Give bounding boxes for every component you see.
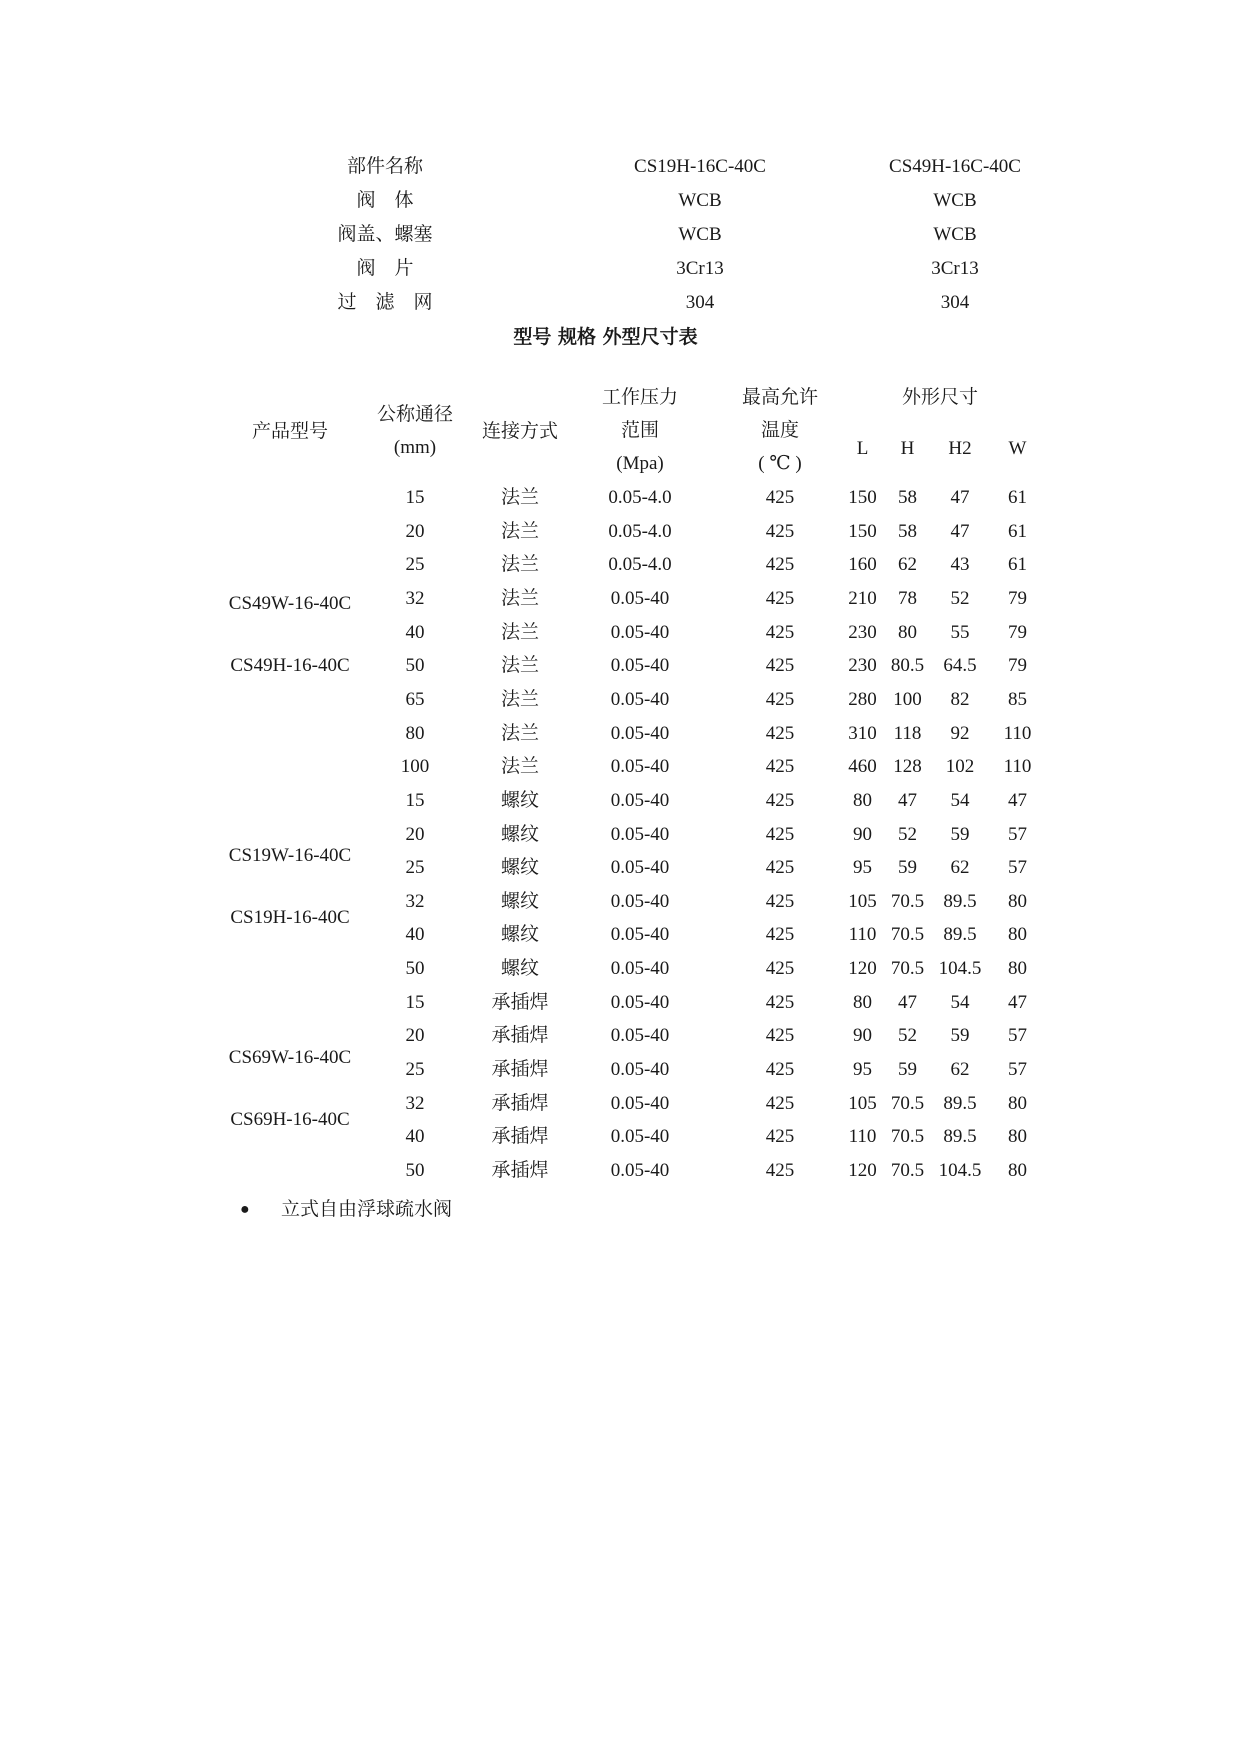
cell-connection: 螺纹 xyxy=(500,823,539,845)
cell-dim-h: 59 xyxy=(898,857,917,879)
group-model-name: CS19H-16-40C xyxy=(230,907,350,928)
cell-dn: 20 xyxy=(405,823,425,845)
cell-dim-h: 100 xyxy=(893,688,922,710)
materials-part-name: 阀盖、螺塞 xyxy=(337,224,433,245)
cell-dim-h: 128 xyxy=(893,756,922,778)
cell-dim-l: 90 xyxy=(853,1025,872,1047)
cell-connection: 承插焊 xyxy=(491,991,549,1013)
materials-row xyxy=(0,288,1241,318)
cell-dim-h2: 59 xyxy=(950,823,970,845)
cell-connection: 法兰 xyxy=(500,655,539,677)
materials-row xyxy=(0,220,1241,250)
cell-pressure: 0.05-40 xyxy=(610,722,670,744)
spec-table-title-text: 型号 规格 外型尺寸表 xyxy=(513,326,698,348)
cell-temperature: 425 xyxy=(765,823,795,845)
materials-value: 304 xyxy=(940,292,970,313)
cell-temperature: 425 xyxy=(765,722,795,744)
cell-dn: 50 xyxy=(405,655,425,677)
cell-pressure: 0.05-40 xyxy=(610,991,670,1013)
header-pressure-line-2: 范围 xyxy=(620,420,659,441)
cell-dim-h2: 104.5 xyxy=(938,1160,982,1181)
cell-connection: 法兰 xyxy=(500,722,539,744)
table-row xyxy=(0,885,1241,919)
cell-pressure: 0.05-40 xyxy=(610,958,670,980)
table-row xyxy=(0,683,1241,717)
cell-connection: 承插焊 xyxy=(491,1160,549,1181)
cell-pressure: 0.05-40 xyxy=(610,857,670,879)
table-row xyxy=(0,1053,1241,1087)
cell-dim-h: 70.5 xyxy=(890,1160,925,1181)
materials-part-name: 阀 片 xyxy=(356,258,414,279)
header-pressure-line-1: 工作压力 xyxy=(601,387,678,408)
table-row xyxy=(0,1087,1241,1121)
header-dim-h2 xyxy=(930,432,990,465)
cell-dim-w: 57 xyxy=(1008,1025,1027,1047)
cell-pressure: 0.05-40 xyxy=(610,789,670,811)
cell-temperature: 425 xyxy=(765,789,795,811)
cell-dn: 25 xyxy=(405,857,425,879)
cell-connection: 承插焊 xyxy=(491,1025,549,1047)
cell-dim-h2: 47 xyxy=(950,520,970,542)
materials-part-name: 阀 体 xyxy=(356,190,414,211)
materials-value: 3Cr13 xyxy=(931,258,979,279)
header-dimensions xyxy=(840,381,1040,414)
cell-dim-l: 120 xyxy=(848,958,877,980)
cell-temperature: 425 xyxy=(765,1160,795,1181)
cell-pressure: 0.05-40 xyxy=(610,688,670,710)
cell-pressure: 0.05-40 xyxy=(610,1126,670,1148)
cell-pressure: 0.05-40 xyxy=(610,1025,670,1047)
cell-dim-l: 90 xyxy=(853,823,872,845)
cell-dn: 20 xyxy=(405,1025,425,1047)
header-dim-l-text: L xyxy=(856,438,869,459)
cell-connection: 承插焊 xyxy=(491,1126,549,1148)
cell-dim-h2: 102 xyxy=(945,756,975,778)
cell-dim-h: 47 xyxy=(898,789,917,811)
materials-value: WCB xyxy=(933,190,977,211)
header-pressure-line-3: (Mpa) xyxy=(616,453,664,474)
table-row xyxy=(0,649,1241,683)
cell-pressure: 0.05-40 xyxy=(610,621,670,643)
header-dn-line-1: 公称通径 xyxy=(376,404,453,425)
cell-dim-h: 62 xyxy=(898,554,917,576)
materials-header-model-b: CS49H-16C-40C xyxy=(889,156,1021,177)
cell-dn: 100 xyxy=(400,756,430,778)
cell-dn: 50 xyxy=(405,1160,425,1181)
table-row xyxy=(0,548,1241,582)
cell-dim-l: 150 xyxy=(848,487,877,508)
cell-dim-w: 47 xyxy=(1008,789,1027,811)
cell-pressure: 0.05-4.0 xyxy=(608,487,672,508)
materials-row xyxy=(0,254,1241,284)
cell-dim-l: 230 xyxy=(848,655,877,677)
header-pressure xyxy=(585,381,695,480)
cell-dim-h: 58 xyxy=(898,487,917,508)
cell-dim-w: 80 xyxy=(1008,1126,1027,1148)
cell-dim-h: 59 xyxy=(898,1059,917,1081)
cell-dim-h2: 62 xyxy=(950,857,970,879)
cell-pressure: 0.05-40 xyxy=(610,924,670,946)
cell-dn: 15 xyxy=(405,789,425,811)
cell-dim-h2: 62 xyxy=(950,1059,970,1081)
cell-dim-h2: 47 xyxy=(950,487,970,508)
cell-pressure: 0.05-4.0 xyxy=(608,520,672,542)
cell-pressure: 0.05-40 xyxy=(610,587,670,609)
cell-dim-w: 80 xyxy=(1008,1160,1027,1181)
cell-pressure: 0.05-40 xyxy=(610,756,670,778)
cell-dim-l: 105 xyxy=(848,1092,877,1114)
cell-dim-w: 57 xyxy=(1008,1059,1027,1081)
cell-temperature: 425 xyxy=(765,924,795,946)
cell-dim-h: 70.5 xyxy=(890,890,925,912)
cell-temperature: 425 xyxy=(765,655,795,677)
cell-dim-h: 70.5 xyxy=(890,1126,925,1148)
cell-connection: 法兰 xyxy=(500,621,539,643)
bullet-text: 立式自由浮球疏水阀 xyxy=(281,1199,453,1220)
cell-dn: 25 xyxy=(405,554,425,576)
group-model-name: CS49H-16-40C xyxy=(230,655,350,676)
cell-pressure: 0.05-40 xyxy=(610,1092,670,1114)
cell-connection: 法兰 xyxy=(500,688,539,710)
table-row xyxy=(0,481,1241,515)
cell-dn: 25 xyxy=(405,1059,425,1081)
cell-dim-l: 460 xyxy=(848,756,877,778)
cell-dn: 15 xyxy=(405,487,425,508)
table-row xyxy=(0,1120,1241,1154)
table-row xyxy=(0,986,1241,1020)
group-model-name: CS69H-16-40C xyxy=(230,1109,350,1130)
header-connection-text: 连接方式 xyxy=(481,421,558,442)
cell-dim-h2: 89.5 xyxy=(943,890,977,912)
header-model xyxy=(200,415,380,448)
cell-pressure: 0.05-40 xyxy=(610,890,670,912)
header-temperature-line-3: ( ℃ ) xyxy=(758,453,802,474)
cell-temperature: 425 xyxy=(765,1025,795,1047)
cell-temperature: 425 xyxy=(765,991,795,1013)
header-temperature xyxy=(725,381,835,480)
cell-dim-h: 47 xyxy=(898,991,917,1013)
header-dim-w-text: W xyxy=(1008,438,1027,459)
cell-dim-w: 57 xyxy=(1008,857,1027,879)
cell-dim-h2: 104.5 xyxy=(938,958,982,980)
cell-dim-l: 160 xyxy=(848,554,877,576)
cell-temperature: 425 xyxy=(765,756,795,778)
header-temperature-line-1: 最高允许 xyxy=(741,387,818,408)
cell-dim-h: 58 xyxy=(898,520,917,542)
cell-dim-h2: 55 xyxy=(950,621,970,643)
cell-dim-h: 80.5 xyxy=(890,655,925,677)
cell-dn: 32 xyxy=(405,587,425,609)
cell-connection: 承插焊 xyxy=(491,1092,549,1114)
group-model-name: CS69W-16-40C xyxy=(228,1047,352,1068)
cell-connection: 法兰 xyxy=(500,487,539,508)
cell-dim-w: 80 xyxy=(1008,890,1027,912)
materials-row xyxy=(0,186,1241,216)
cell-dim-h2: 89.5 xyxy=(943,1092,977,1114)
cell-dim-h2: 92 xyxy=(950,722,970,744)
cell-dim-h2: 89.5 xyxy=(943,924,977,946)
spec-table-title xyxy=(0,322,1241,352)
cell-dim-l: 210 xyxy=(848,587,877,609)
cell-dim-w: 80 xyxy=(1008,924,1027,946)
cell-temperature: 425 xyxy=(765,487,795,508)
cell-dim-h: 70.5 xyxy=(890,1092,925,1114)
cell-dim-h: 52 xyxy=(898,823,917,845)
cell-temperature: 425 xyxy=(765,857,795,879)
header-dim-w xyxy=(995,432,1040,465)
cell-dim-h2: 43 xyxy=(950,554,970,576)
table-row xyxy=(0,1019,1241,1053)
table-row xyxy=(0,952,1241,986)
materials-header-part: 部件名称 xyxy=(346,156,423,177)
table-row xyxy=(0,918,1241,952)
cell-dn: 65 xyxy=(405,688,425,710)
cell-dim-w: 61 xyxy=(1008,520,1027,542)
cell-dn: 80 xyxy=(405,722,425,744)
cell-temperature: 425 xyxy=(765,958,795,980)
cell-dim-h2: 64.5 xyxy=(943,655,977,677)
cell-dim-h2: 89.5 xyxy=(943,1126,977,1148)
cell-dim-h: 78 xyxy=(898,587,917,609)
cell-dim-w: 110 xyxy=(1003,722,1032,744)
cell-dim-h: 70.5 xyxy=(890,958,925,980)
table-row xyxy=(0,515,1241,549)
cell-dim-h: 70.5 xyxy=(890,924,925,946)
materials-value: WCB xyxy=(678,190,722,211)
header-model-text: 产品型号 xyxy=(251,421,328,442)
cell-temperature: 425 xyxy=(765,554,795,576)
materials-value: 3Cr13 xyxy=(676,258,724,279)
materials-value: 304 xyxy=(685,292,715,313)
table-row xyxy=(0,1154,1241,1188)
cell-temperature: 425 xyxy=(765,1126,795,1148)
bullet-dot-icon: ● xyxy=(240,1201,250,1218)
cell-temperature: 425 xyxy=(765,1092,795,1114)
cell-dn: 32 xyxy=(405,890,425,912)
cell-temperature: 425 xyxy=(765,587,795,609)
cell-pressure: 0.05-40 xyxy=(610,1059,670,1081)
cell-dim-w: 79 xyxy=(1008,587,1027,609)
cell-dim-l: 95 xyxy=(853,857,872,879)
cell-dim-l: 95 xyxy=(853,1059,872,1081)
cell-dim-w: 80 xyxy=(1008,1092,1027,1114)
cell-dim-l: 310 xyxy=(848,722,877,744)
cell-dim-h2: 52 xyxy=(950,587,970,609)
cell-dn: 40 xyxy=(405,924,425,946)
cell-temperature: 425 xyxy=(765,688,795,710)
cell-dim-h2: 54 xyxy=(950,991,970,1013)
cell-temperature: 425 xyxy=(765,890,795,912)
cell-dim-w: 47 xyxy=(1008,991,1027,1013)
cell-dim-h2: 54 xyxy=(950,789,970,811)
cell-dim-l: 150 xyxy=(848,520,877,542)
cell-dim-w: 61 xyxy=(1008,554,1027,576)
cell-connection: 螺纹 xyxy=(500,958,539,980)
cell-dim-h: 52 xyxy=(898,1025,917,1047)
cell-dn: 20 xyxy=(405,520,425,542)
cell-temperature: 425 xyxy=(765,520,795,542)
header-dn-line-2: (mm) xyxy=(393,437,437,458)
cell-pressure: 0.05-4.0 xyxy=(608,554,672,576)
group-model-name: CS49W-16-40C xyxy=(228,593,352,614)
cell-temperature: 425 xyxy=(765,621,795,643)
header-dim-h xyxy=(885,432,930,465)
cell-connection: 法兰 xyxy=(500,756,539,778)
cell-dim-h2: 82 xyxy=(950,688,970,710)
header-dim-h-text: H xyxy=(900,438,915,459)
header-connection xyxy=(465,415,575,448)
cell-dn: 40 xyxy=(405,621,425,643)
table-row xyxy=(0,582,1241,616)
materials-value: WCB xyxy=(678,224,722,245)
cell-dim-l: 110 xyxy=(848,1126,877,1148)
cell-pressure: 0.05-40 xyxy=(610,1160,670,1181)
cell-connection: 法兰 xyxy=(500,520,539,542)
cell-temperature: 425 xyxy=(765,1059,795,1081)
cell-dim-l: 230 xyxy=(848,621,877,643)
cell-dim-w: 57 xyxy=(1008,823,1027,845)
header-dim-l xyxy=(840,432,885,465)
cell-dim-w: 110 xyxy=(1003,756,1032,778)
cell-dim-l: 280 xyxy=(848,688,877,710)
table-row xyxy=(0,784,1241,818)
cell-connection: 螺纹 xyxy=(500,789,539,811)
materials-header-model-a: CS19H-16C-40C xyxy=(634,156,766,177)
cell-connection: 螺纹 xyxy=(500,857,539,879)
materials-header-row xyxy=(0,152,1241,182)
cell-dn: 32 xyxy=(405,1092,425,1114)
cell-dim-h: 118 xyxy=(893,722,922,744)
table-row xyxy=(0,616,1241,650)
cell-pressure: 0.05-40 xyxy=(610,655,670,677)
cell-connection: 法兰 xyxy=(500,587,539,609)
cell-connection: 螺纹 xyxy=(500,924,539,946)
header-temperature-line-2: 温度 xyxy=(760,420,799,441)
materials-value: WCB xyxy=(933,224,977,245)
table-row xyxy=(0,717,1241,751)
cell-dim-h: 80 xyxy=(898,621,917,643)
header-dimensions-text: 外形尺寸 xyxy=(901,387,978,408)
table-row xyxy=(0,818,1241,852)
table-row xyxy=(0,851,1241,885)
cell-dim-w: 80 xyxy=(1008,958,1027,980)
cell-pressure: 0.05-40 xyxy=(610,823,670,845)
table-row xyxy=(0,750,1241,784)
cell-dim-w: 61 xyxy=(1008,487,1027,508)
cell-dn: 50 xyxy=(405,958,425,980)
cell-dim-w: 79 xyxy=(1008,655,1027,677)
header-dn xyxy=(370,398,460,464)
cell-connection: 螺纹 xyxy=(500,890,539,912)
header-dim-h2-text: H2 xyxy=(948,438,972,459)
cell-connection: 承插焊 xyxy=(491,1059,549,1081)
cell-dim-l: 120 xyxy=(848,1160,877,1181)
cell-dim-w: 85 xyxy=(1008,688,1027,710)
cell-dim-l: 105 xyxy=(848,890,877,912)
group-model-name: CS19W-16-40C xyxy=(228,845,352,866)
cell-dim-w: 79 xyxy=(1008,621,1027,643)
cell-dim-l: 80 xyxy=(853,991,872,1013)
cell-dim-l: 80 xyxy=(853,789,872,811)
cell-dn: 15 xyxy=(405,991,425,1013)
cell-dim-h2: 59 xyxy=(950,1025,970,1047)
cell-dim-l: 110 xyxy=(848,924,877,946)
cell-dn: 40 xyxy=(405,1126,425,1148)
cell-connection: 法兰 xyxy=(500,554,539,576)
materials-part-name: 过 滤 网 xyxy=(337,292,433,313)
